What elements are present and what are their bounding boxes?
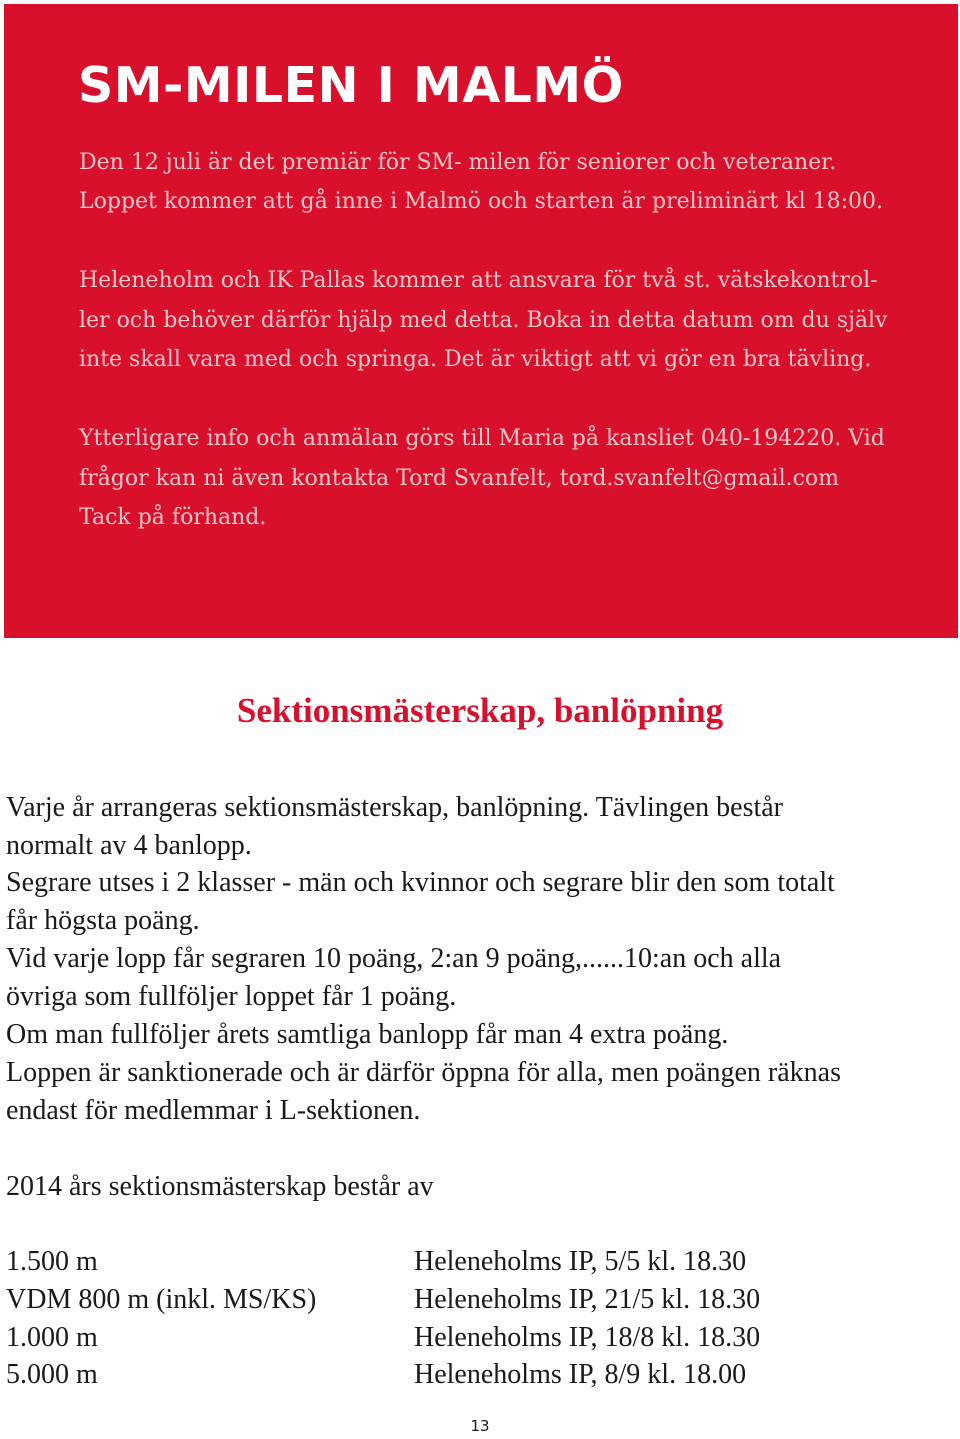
red-box-line: Tack på förhand.	[79, 505, 267, 530]
schedule-place: Heleneholms IP, 18/8 kl. 18.30	[414, 1322, 761, 1353]
schedule-row	[6, 1282, 906, 1320]
schedule-intro: 2014 års sektionsmästerskap består av	[6, 1171, 434, 1202]
schedule-row	[6, 1320, 906, 1358]
red-box-line: Ytterligare info och anmälan görs till Maria på kansliet 040-194220. Vid	[79, 426, 885, 451]
body-line: Varje år arrangeras sektionsmästerskap, banlöpning. Tävlingen består	[6, 792, 783, 823]
schedule-place: Heleneholms IP, 21/5 kl. 18.30	[414, 1284, 761, 1315]
red-box-line: Loppet kommer att gå inne i Malmö och starten är preliminärt kl 18:00.	[79, 189, 883, 214]
body-line: övriga som fullföljer loppet får 1 poäng.	[6, 981, 457, 1012]
schedule-distance: 1.500 m	[6, 1246, 98, 1277]
red-box-line: inte skall vara med och springa. Det är viktigt att vi gör en bra tävling.	[79, 347, 872, 372]
red-box-line: Heleneholm och IK Pallas kommer att ansvara för två st. vätskekontrol-	[79, 268, 878, 293]
body-line: Vid varje lopp får segraren 10 poäng, 2:an 9 poäng,......10:an och alla	[6, 943, 782, 974]
body-line: Segrare utses i 2 klasser - män och kvinnor och segrare blir den som totalt	[6, 867, 835, 898]
red-box-email-line: frågor kan ni även kontakta Tord Svanfelt, tord.svanfelt@gmail.com	[79, 466, 840, 491]
schedule-place: Heleneholms IP, 5/5 kl. 18.30	[414, 1246, 747, 1277]
schedule-row	[6, 1244, 906, 1282]
red-box-title: SM-MILEN I MALMÖ	[78, 57, 624, 114]
body-line: Loppen är sanktionerade och är därför öppna för alla, men poängen räknas	[6, 1057, 841, 1088]
schedule-distance: 1.000 m	[6, 1322, 98, 1353]
body-line: normalt av 4 banlopp.	[6, 830, 252, 861]
schedule-distance: VDM 800 m (inkl. MS/KS)	[6, 1284, 317, 1315]
schedule-distance: 5.000 m	[6, 1359, 98, 1390]
body-line: endast för medlemmar i L-sektionen.	[6, 1095, 421, 1126]
body-line: får högsta poäng.	[6, 905, 200, 936]
red-box-line: Den 12 juli är det premiär för SM- milen för seniorer och veteraner.	[79, 150, 837, 175]
schedule-place: Heleneholms IP, 8/9 kl. 18.00	[414, 1359, 747, 1390]
schedule-row	[6, 1357, 906, 1395]
page-number: 13	[470, 1417, 490, 1435]
red-box-line: ler och behöver därför hjälp med detta. Boka in detta datum om du själv	[79, 308, 888, 333]
body-line: Om man fullföljer årets samtliga banlopp får man 4 extra poäng.	[6, 1019, 729, 1050]
section-title: Sektionsmästerskap, banlöpning	[236, 691, 724, 730]
